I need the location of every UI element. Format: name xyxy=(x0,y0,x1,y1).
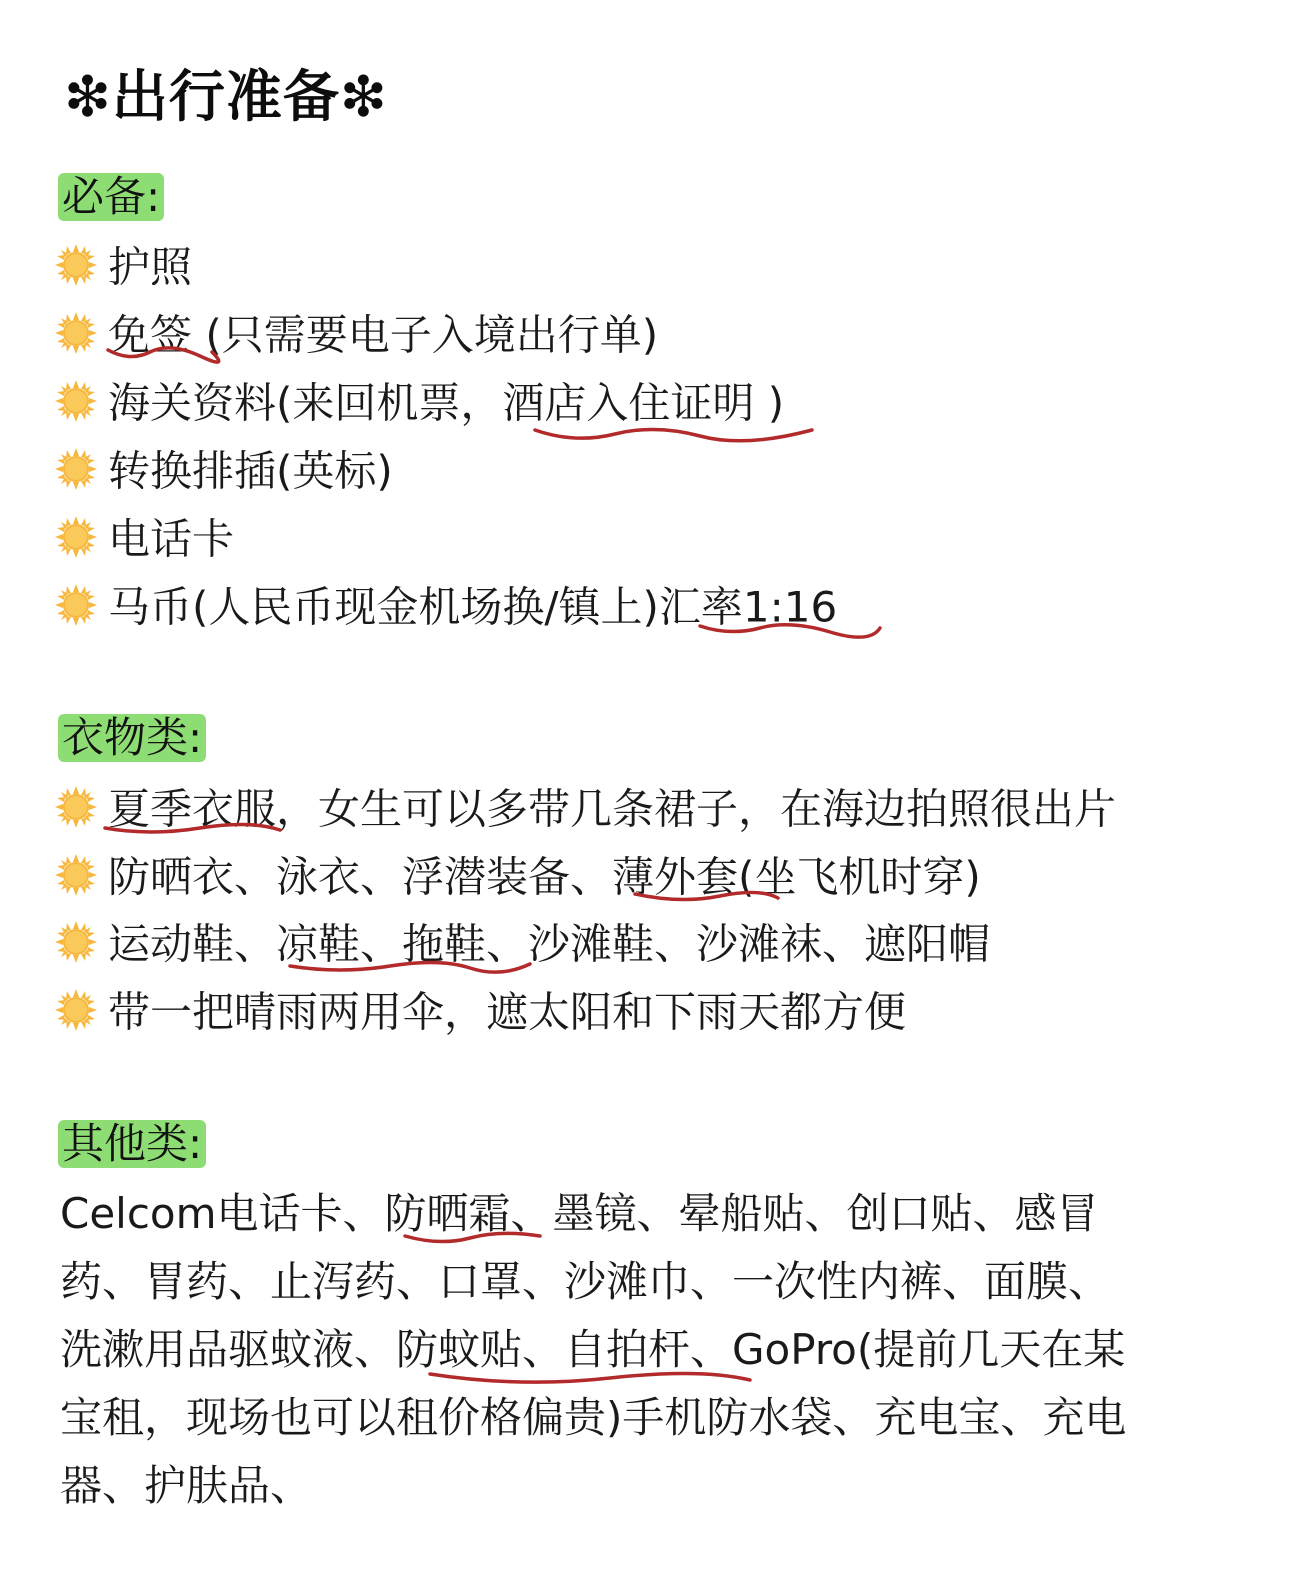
sun-icon xyxy=(54,447,98,491)
page-title: ❇出行准备❇ xyxy=(64,65,388,130)
sun-icon xyxy=(54,515,98,559)
list-item: 护照 xyxy=(54,235,192,295)
list-item: 马币(人民币现金机场换/镇上)汇率1:16 xyxy=(54,575,837,635)
sun-icon xyxy=(54,988,98,1032)
list-item: 运动鞋、凉鞋、拖鞋、沙滩鞋、沙滩袜、遮阳帽 xyxy=(54,912,990,972)
paragraph-line: 药、胃药、止泻药、口罩、沙滩巾、一次性内裤、面膜、 xyxy=(60,1257,1111,1306)
sun-icon xyxy=(54,243,98,287)
section-label-others: 其他类: xyxy=(58,1120,206,1168)
sun-icon xyxy=(54,379,98,423)
section-label-clothing: 衣物类: xyxy=(58,714,206,762)
others-paragraph xyxy=(60,1180,1220,1520)
section-label-essentials: 必备: xyxy=(58,173,164,221)
sun-icon xyxy=(54,785,98,829)
paragraph-line: Celcom电话卡、防晒霜、墨镜、晕船贴、创口贴、感冒 xyxy=(60,1189,1099,1238)
list-item: 防晒衣、泳衣、浮潜装备、薄外套(坐飞机时穿) xyxy=(54,845,981,905)
sun-icon xyxy=(54,920,98,964)
list-item: 夏季衣服，女生可以多带几条裙子，在海边拍照很出片 xyxy=(54,777,1116,837)
list-item: 免签 (只需要电子入境出行单) xyxy=(54,303,658,363)
sun-icon xyxy=(54,311,98,355)
list-item: 海关资料(来回机票，酒店入住证明 ) xyxy=(54,371,784,431)
sun-icon xyxy=(54,853,98,897)
paragraph-line: 宝租，现场也可以租价格偏贵)手机防水袋、充电宝、充电 xyxy=(60,1393,1127,1442)
list-item: 电话卡 xyxy=(54,507,234,567)
list-item: 转换排插(英标) xyxy=(54,439,393,499)
sun-icon xyxy=(54,583,98,627)
paragraph-line: 器、护肤品、 xyxy=(60,1461,313,1510)
list-item: 带一把晴雨两用伞，遮太阳和下雨天都方便 xyxy=(54,980,906,1040)
paragraph-line: 洗漱用品驱蚊液、防蚊贴、自拍杆、GoPro(提前几天在某 xyxy=(60,1325,1126,1374)
underline-mark xyxy=(535,429,812,440)
